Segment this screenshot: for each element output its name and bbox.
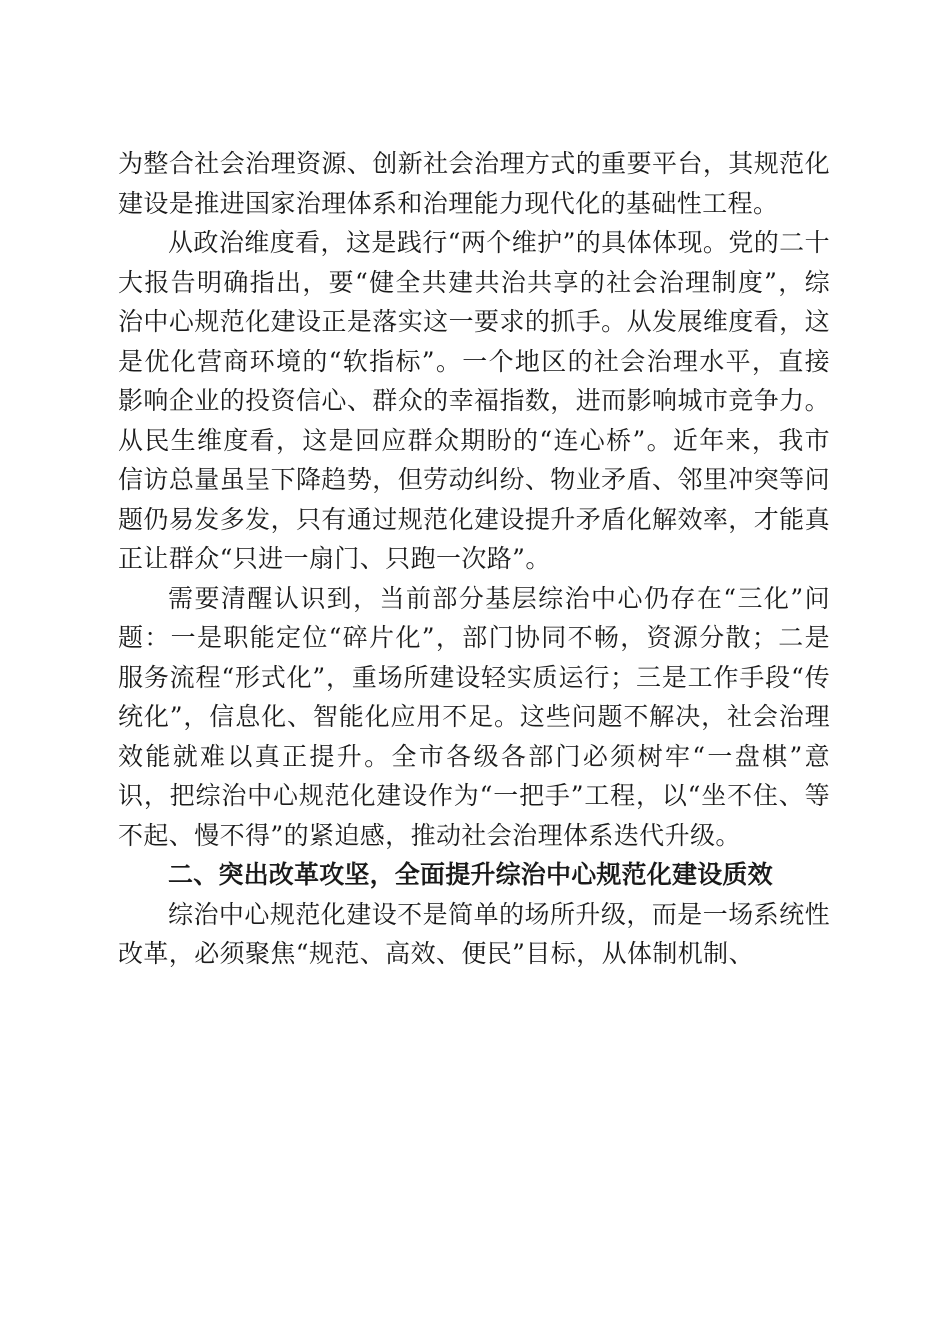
paragraph-three-problems: 需要清醒认识到，当前部分基层综治中心仍存在“三化”问题：一是职能定位“碎片化”，部门协同不畅，资源分散；二是服务流程“形式化”，重场所建设轻实质运行；三是工作手段“传统化”，信息化、智能化应用不足。这些问题不解决，社会治理效能就难以真正提升。全市各级各部门必须树牢“一盘棋”意识，把综治中心规范化建设作为“一把手”工程，以“坐不住、等不起、慢不得”的紧迫感，推动社会治理体系迭代升级。 <box>118 583 830 850</box>
section-heading-two: 二、突出改革攻坚，全面提升综治中心规范化建设质效 <box>168 860 773 889</box>
paragraph-three-dimensions: 从政治维度看，这是践行“两个维护”的具体体现。党的二十大报告明确指出，要“健全共建共治共享的社会治理制度”，综治中心规范化建设正是落实这一要求的抓手。从发展维度看，这是优化营商环境的“软指标”。一个地区的社会治理水平，直接影响企业的投资信心、群众的幸福指数，进而影响城市竞争力。从民生维度看，这是回应群众期盼的“连心桥”。近年来，我市信访总量虽呈下降趋势，但劳动纠纷、物业矛盾、邻里冲突等问题仍易发多发，只有通过规范化建设提升矛盾化解效率，才能真正让群众“只进一扇门、只跑一次路”。 <box>118 228 830 573</box>
paragraph-reform-intro: 综治中心规范化建设不是简单的场所升级，而是一场系统性改革，必须聚焦“规范、高效、便民”目标，从体制机制、 <box>118 899 830 968</box>
document-body <box>118 144 830 974</box>
paragraph-continued-intro: 为整合社会治理资源、创新社会治理方式的重要平台，其规范化建设是推进国家治理体系和治理能力现代化的基础性工程。 <box>118 149 830 218</box>
